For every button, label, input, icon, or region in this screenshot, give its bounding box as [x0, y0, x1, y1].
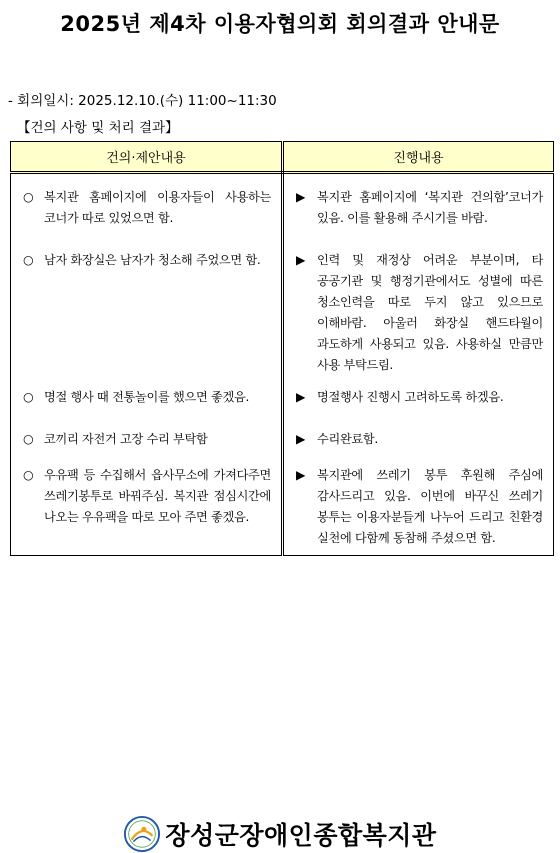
triangle-marker: ▶: [296, 432, 306, 446]
organization-name: 장성군장애인종합복지관: [165, 821, 437, 850]
suggestion-item: [23, 465, 271, 528]
suggestion-text: 복지관 홈페이지에 이용자들이 사용하는 코너가 따로 있었으면 함.: [44, 190, 271, 225]
suggestion-item: [23, 250, 271, 387]
suggestion-text: 남자 화장실은 남자가 청소해 주었으면 함.: [44, 253, 261, 267]
circle-marker: ○: [23, 432, 34, 446]
suggestion-text: 우유팩 등 수집해서 읍사무소에 가져다주면 쓰레기봉투로 바꿔주심. 복지관 점심시간에 나오는 우유팩을 따로 모아 주면 좋겠음.: [44, 468, 271, 524]
response-item: [296, 387, 543, 429]
meeting-date: - 회의일시: 2025.12.10.(수) 11:00~11:30: [8, 93, 277, 109]
section-heading: 【건의 사항 및 처리 결과】: [17, 120, 179, 136]
suggestions-cell: [11, 173, 283, 556]
progress-cell: [283, 173, 554, 556]
header-suggestions: 건의·제안내용: [11, 142, 283, 173]
table-header-row: [11, 142, 554, 173]
organization-logo-icon: [123, 815, 161, 853]
circle-marker: ○: [23, 253, 34, 267]
triangle-marker: ▶: [296, 468, 306, 482]
response-item: [296, 429, 543, 465]
triangle-marker: ▶: [296, 253, 306, 267]
suggestion-text: 코끼리 자전거 고장 수리 부탁함: [44, 432, 208, 446]
header-progress: 진행내용: [283, 142, 554, 173]
suggestion-item: [23, 387, 271, 429]
response-item: [296, 465, 543, 549]
footer: [0, 815, 560, 853]
response-text: 복지관에 쓰레기 봉투 후원해 주심에 감사드리고 있음. 이번에 바꾸신 쓰레기 봉투는 이용자분들게 나누어 드리고 친환경 실천에 다함께 동참해 주셨으면 함.: [317, 468, 543, 545]
response-item: [296, 250, 543, 387]
triangle-marker: ▶: [296, 390, 306, 404]
circle-marker: ○: [23, 390, 34, 404]
page-title: 2025년 제4차 이용자협의회 회의결과 안내문: [60, 12, 500, 36]
circle-marker: ○: [23, 190, 34, 204]
suggestion-item: [23, 429, 271, 465]
response-item: [296, 187, 543, 250]
response-text: 수리완료함.: [317, 432, 378, 446]
suggestion-text: 명절 행사 때 전통놀이를 했으면 좋겠음.: [44, 390, 250, 404]
response-text: 명절행사 진행시 고려하도록 하겠음.: [317, 390, 504, 404]
circle-marker: ○: [23, 468, 34, 482]
response-text: 복지관 홈페이지에 ‘복지관 건의함’코너가 있음. 이를 활용해 주시기를 바람.: [317, 190, 543, 225]
table-row: [11, 173, 554, 556]
response-text: 인력 및 재정상 어려운 부분이며, 타 공공기관 및 행정기관에서도 성별에 따른 청소인력을 따로 두지 않고 있으므로 이해바람. 아울러 화장실 핸드타월이 과도하게 사용되고 있음. 사용하실 만큼만 사용 부탁드림.: [317, 253, 543, 372]
results-table: [10, 141, 554, 556]
suggestion-item: [23, 187, 271, 250]
triangle-marker: ▶: [296, 190, 306, 204]
